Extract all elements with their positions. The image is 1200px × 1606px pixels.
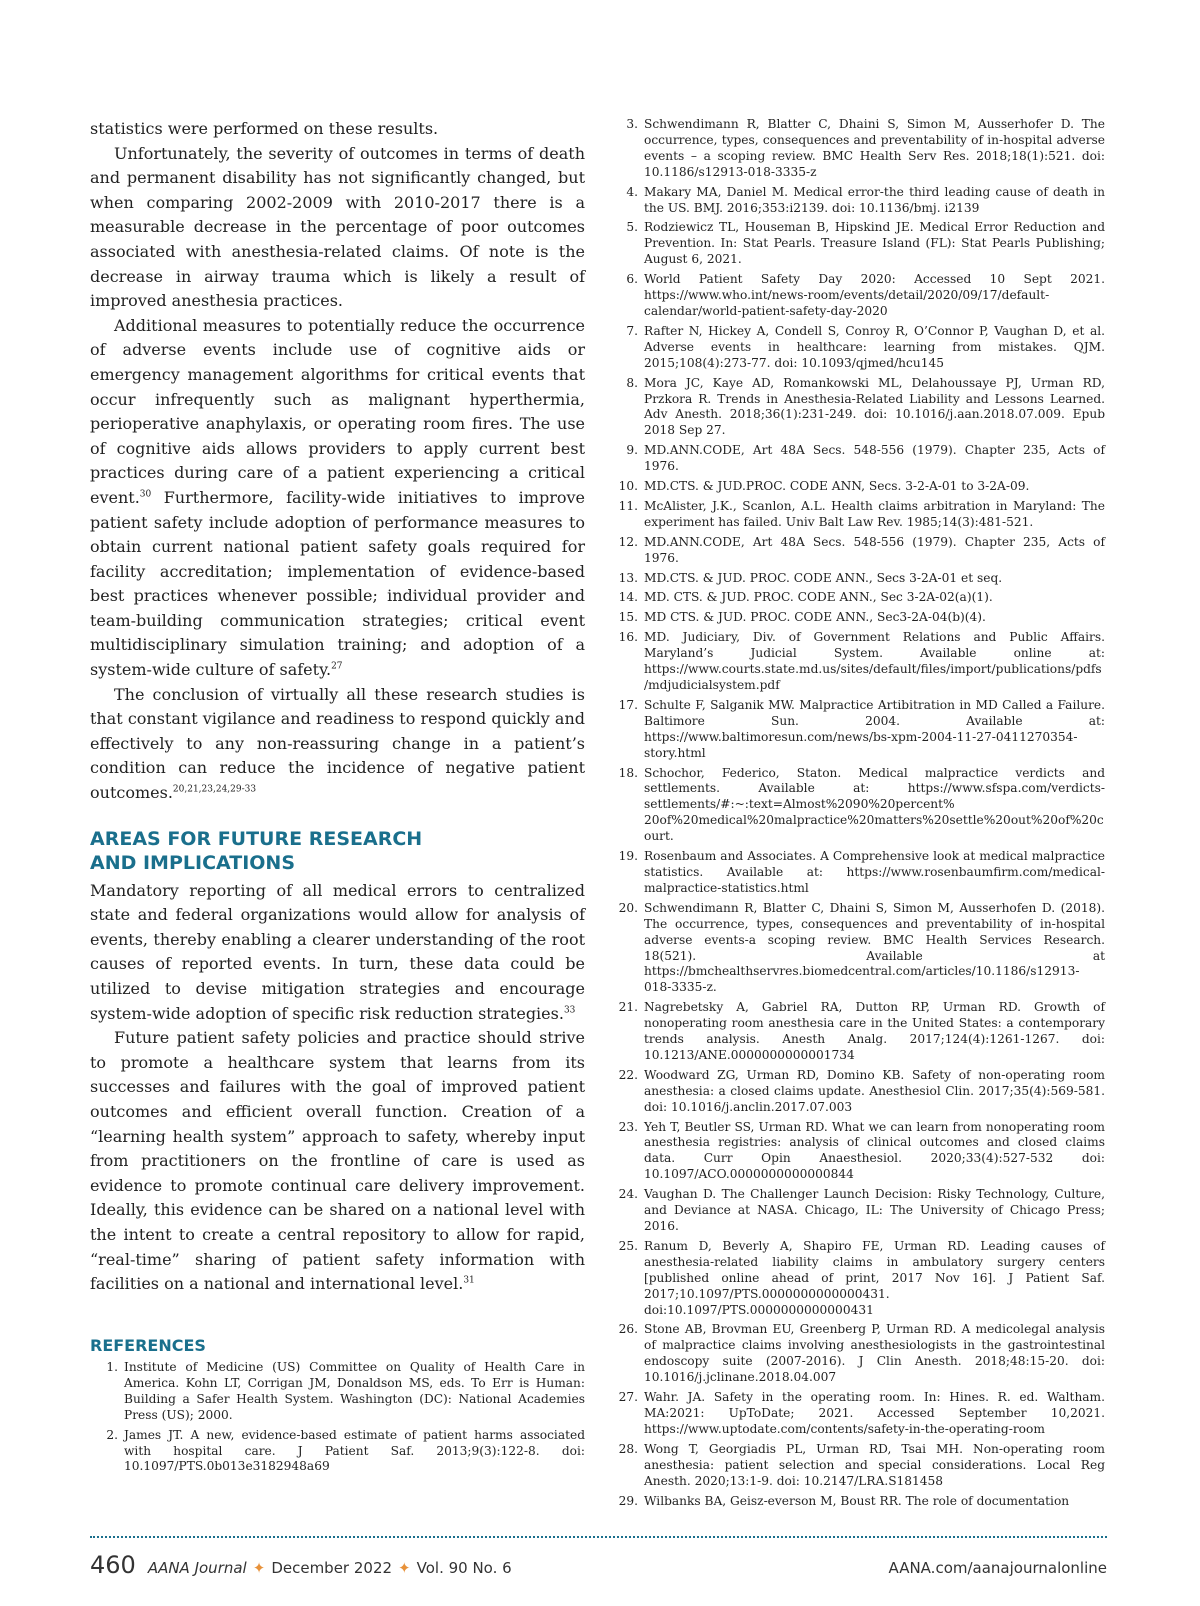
citation-superscript: 27 xyxy=(331,661,343,672)
reference-item xyxy=(610,1442,1105,1490)
reference-number: 15. xyxy=(618,610,638,625)
footer-divider xyxy=(90,1536,1107,1538)
reference-item xyxy=(610,849,1105,897)
reference-item xyxy=(610,571,1105,587)
reference-number: 7. xyxy=(626,323,638,338)
reference-number: 13. xyxy=(618,570,638,585)
journal-name: AANA Journal xyxy=(147,1559,247,1577)
reference-item xyxy=(610,376,1105,440)
reference-item xyxy=(610,1239,1105,1319)
reference-number: 10. xyxy=(618,479,638,494)
reference-number: 28. xyxy=(618,1441,638,1456)
journal-website: AANA.com/aanajournalonline xyxy=(888,1559,1107,1577)
paragraph-text: Mandatory reporting of all medical errors to centralized state and federal organizations would allow for analysis of events, thereby enabling a clearer understanding of the root causes of reported events. In turn, these data could be utilized to devise mitigation strategies and encourage system-wide adoption of specific risk reduction strategies. xyxy=(90,880,585,1023)
body-paragraph: statistics were performed on these results. xyxy=(90,119,439,138)
reference-text: MD.ANN.CODE, Art 48A Secs. 548-556 (1979). Chapter 235, Acts of 1976. xyxy=(644,534,1105,565)
reference-item xyxy=(610,535,1105,567)
reference-text: World Patient Safety Day 2020: Accessed 10 Sept 2021. https://www.who.int/news-room/events/detail/2020/09/17/default-calendar/world-patient-safety-day-2020 xyxy=(644,272,1105,318)
reference-item xyxy=(610,590,1105,606)
reference-item xyxy=(610,117,1105,181)
reference-text: Wahr. JA. Safety in the operating room. In: Hines. R. ed. Waltham. MA:2021: UpToDate; 2021. Accessed September 10,2021. https://www.uptodate.com/contents/safety-in-the-operating-room xyxy=(644,1390,1105,1436)
volume-info: Vol. 90 No. 6 xyxy=(416,1559,512,1577)
reference-item xyxy=(610,1390,1105,1438)
reference-text: Rafter N, Hickey A, Condell S, Conroy R, O’Connor P, Vaughan D, et al. Adverse events in healthcare: learning from mistakes. QJM. 2015;108(4):273-77. doi: 10.1093/qjmed/hcu145 xyxy=(644,323,1105,370)
reference-text: Schwendimann R, Blatter C, Dhaini S, Simon M, Ausserhofer D. The occurrence, types, consequences and preventability of in-hospital adverse events – a scoping review. BMC Health Serv Res. 2018;18(1):521. doi: 10.1186/s12913-018-3335-z xyxy=(644,117,1105,179)
reference-item xyxy=(610,766,1105,846)
reference-number: 18. xyxy=(618,765,638,780)
reference-number: 22. xyxy=(618,1067,638,1082)
citation-superscript: 20,21,23,24,29-33 xyxy=(172,784,257,795)
heading-line: AND IMPLICATIONS xyxy=(90,851,296,874)
reference-text: Schwendimann R, Blatter C, Dhaini S, Simon M, Ausserhofen D. (2018). The occurrence, types, consequences and preventability of in-hospital adverse events-a scoping review. BMC Health Services Research. 18(521). Available at https://bmchealthservres.biomedcentral.com/articles/10.1186/s12913-018-3335-z. xyxy=(644,900,1105,995)
page-footer xyxy=(90,1551,1107,1581)
reference-item xyxy=(610,220,1105,268)
reference-item xyxy=(610,1494,1105,1510)
reference-number: 16. xyxy=(618,630,638,645)
paragraph-text: Additional measures to potentially reduce the occurrence of adverse events include use of cognitive aids or emergency management algorithms for critical events that occur infrequently such as malignant hyperthermia, perioperative anaphylaxis, or operating room fires. The use of cognitive aids allows providers to apply current best practices during care of a patient experiencing a critical event. xyxy=(90,315,585,507)
reference-text: Yeh T, Beutler SS, Urman RD. What we can learn from nonoperating room anesthesia registries: analysis of clinical outcomes and closed claims data. Curr Opin Anaesthesiol. 2020;33(4):527-532 doi: 10.1097/ACO.0000000000000844 xyxy=(644,1119,1105,1182)
reference-text: MD CTS. & JUD. PROC. CODE ANN., Sec3-2A-04(b)(4). xyxy=(644,610,986,625)
reference-number: 21. xyxy=(618,1000,638,1015)
main-text-column xyxy=(90,117,585,1297)
reference-number: 14. xyxy=(618,590,638,605)
reference-item xyxy=(610,698,1105,762)
references-list-right xyxy=(610,117,1105,1513)
reference-number: 5. xyxy=(626,220,638,235)
reference-text: Woodward ZG, Urman RD, Domino KB. Safety of non-operating room anesthesia: a closed claims update. Anesthesiol Clin. 2017;35(4):569-581. doi: 10.1016/j.anclin.2017.07.003 xyxy=(644,1067,1105,1114)
reference-number: 8. xyxy=(626,375,638,390)
reference-text: Schulte F, Salganik MW. Malpractice Artibitration in MD Called a Failure. Baltimore Sun. 2004. Available at: https://www.baltimoresun.com/news/bs-xpm-2004-11-27-0411270354-story.html xyxy=(644,697,1105,760)
heading-line: AREAS FOR FUTURE RESEARCH xyxy=(90,827,423,850)
reference-number: 17. xyxy=(618,697,638,712)
reference-number: 9. xyxy=(626,443,638,458)
reference-number: 6. xyxy=(626,272,638,287)
reference-text: Vaughan D. The Challenger Launch Decision: Risky Technology, Culture, and Deviance at NASA. Chicago, IL: The University of Chicago Press; 2016. xyxy=(644,1187,1105,1233)
reference-text: McAlister, J.K., Scanlon, A.L. Health claims arbitration in Maryland: The experiment has failed. Univ Balt Law Rev. 1985;14(3):481-521. xyxy=(644,498,1105,529)
reference-item xyxy=(610,324,1105,372)
separator-icon: ✦ xyxy=(398,1559,411,1577)
reference-item xyxy=(610,1120,1105,1184)
reference-text: MD.CTS. & JUD.PROC. CODE ANN, Secs. 3-2-A-01 to 3-2A-09. xyxy=(644,479,1030,494)
reference-text: Wilbanks BA, Geisz-everson M, Boust RR. The role of documentation xyxy=(644,1493,1070,1508)
reference-text: Nagrebetsky A, Gabriel RA, Dutton RP, Urman RD. Growth of nonoperating room anesthesia care in the United States: a contemporary trends analysis. Anesth Analg. 2017;124(4):1261-1267. doi: 10.1213/ANE.0000000000001734 xyxy=(644,1000,1105,1062)
reference-text: Mora JC, Kaye AD, Romankowski ML, Delahoussaye PJ, Urman RD, Przkora R. Trends in Anesthesia-Related Liability and Lessons Learned. Adv Anesth. 2018;36(1):231-249. doi: 10.1016/j.aan.2018.07.009. Epub 2018 Sep 27. xyxy=(644,375,1105,438)
reference-text: Rodziewicz TL, Houseman B, Hipskind JE. Medical Error Reduction and Prevention. In: Stat Pearls. Treasure Island (FL): Stat Pearls Publishing; August 6, 2021. xyxy=(644,220,1105,267)
reference-number: 2. xyxy=(106,1427,118,1442)
reference-item xyxy=(610,1322,1105,1386)
citation-superscript: 31 xyxy=(463,1275,475,1286)
reference-item xyxy=(610,1000,1105,1064)
reference-item xyxy=(610,479,1105,495)
reference-text: Rosenbaum and Associates. A Comprehensive look at medical malpractice statistics. Available at: https://www.rosenbaumfirm.com/medical-malpractice-statistics.html xyxy=(644,849,1105,895)
reference-item xyxy=(610,272,1105,320)
reference-number: 1. xyxy=(106,1360,118,1374)
reference-text: Stone AB, Brovman EU, Greenberg P, Urman RD. A medicolegal analysis of malpractice claims involving anesthesiologists in the gastrointestinal endoscopy suite (2007-2016). J Clin Anesth. 2018;48:15-20. doi: 10.1016/j.jclinane.2018.04.007 xyxy=(644,1322,1105,1385)
body-paragraph xyxy=(90,683,585,806)
citation-superscript: 30 xyxy=(139,489,152,500)
reference-number: 26. xyxy=(618,1322,638,1337)
references-list-left xyxy=(90,1360,585,1479)
paragraph-text: Furthermore, facility-wide initiatives to improve patient safety include adoption of performance measures to obtain current national patient safety goals required for facility accreditation; implementation of evidence-based best practices whenever possible; individual provider and team-building communication strategies; critical event multidisciplinary simulation training; and adoption of a system-wide culture of safety. xyxy=(90,487,585,680)
reference-item xyxy=(610,901,1105,996)
reference-number: 24. xyxy=(618,1187,638,1202)
reference-number: 23. xyxy=(618,1119,638,1134)
reference-item xyxy=(90,1360,585,1424)
reference-number: 3. xyxy=(626,117,638,131)
reference-number: 29. xyxy=(618,1493,638,1508)
reference-item xyxy=(610,630,1105,694)
reference-item xyxy=(610,499,1105,531)
body-paragraph xyxy=(90,1026,585,1297)
reference-text: MD. Judiciary, Div. of Government Relations and Public Affairs. Maryland’s Judicial System. Available online at: https://www.courts.state.md.us/sites/default/files/import/publications/pdfs/mdjudicialsystem.pdf xyxy=(644,630,1105,692)
reference-item xyxy=(610,1068,1105,1116)
reference-text: MD. CTS. & JUD. PROC. CODE ANN., Sec 3-2A-02(a)(1). xyxy=(644,590,993,605)
reference-text: Ranum D, Beverly A, Shapiro FE, Urman RD. Leading causes of anesthesia-related liability claims in ambulatory surgery centers [published online ahead of print, 2017 Nov 16]. J Patient Saf. 2017;10.1097/PTS.0000000000000431. doi:10.1097/PTS.0000000000000431 xyxy=(644,1238,1105,1317)
reference-text: MD.ANN.CODE, Art 48A Secs. 548-556 (1979). Chapter 235, Acts of 1976. xyxy=(644,443,1105,474)
paragraph-text: The conclusion of virtually all these research studies is that constant vigilance and readiness to respond quickly and effectively to any non-reassuring change in a patient’s condition can reduce the incidence of negative patient outcomes. xyxy=(90,684,585,803)
reference-item xyxy=(610,1187,1105,1235)
reference-item xyxy=(610,185,1105,217)
reference-text: Wong T, Georgiadis PL, Urman RD, Tsai MH. Non-operating room anesthesia: patient selection and special considerations. Local Reg Anesth. 2020;13:1-9. doi: 10.2147/LRA.S181458 xyxy=(644,1441,1105,1488)
reference-item xyxy=(610,443,1105,475)
body-paragraph xyxy=(90,879,585,1027)
section-heading xyxy=(90,827,585,875)
paragraph-text: Future patient safety policies and practice should strive to promote a healthcare system that learns from its successes and failures with the goal of improved patient outcomes and efficient overall function. Creation of a “learning health system” approach to safety, whereby input from practitioners on the frontline of care is used as evidence to promote continual care delivery improvement. Ideally, this evidence can be shared on a national level with the intent to create a central repository to allow for rapid, “real-time” sharing of patient safety information with facilities on a national and international level. xyxy=(90,1028,585,1294)
reference-text: Schochor, Federico, Staton. Medical malpractice verdicts and settlements. Available at: https://www.sfspa.com/verdicts-settlements/#:~:text=Almost%2090%20percent% 20of%20medical%20malpractice%20matters%20settle%20out%20of%20court. xyxy=(644,765,1105,844)
reference-number: 25. xyxy=(618,1238,638,1253)
reference-number: 20. xyxy=(618,900,638,915)
body-paragraph xyxy=(90,314,585,683)
reference-text: James JT. A new, evidence-based estimate of patient harms associated with hospital care. J Patient Saf. 2013;9(3):122-8. doi: 10.1097/PTS.0b013e3182948a69 xyxy=(124,1427,585,1474)
citation-superscript: 33 xyxy=(563,1005,576,1016)
reference-item xyxy=(90,1428,585,1476)
reference-text: MD.CTS. & JUD. PROC. CODE ANN., Secs 3-2A-01 et seq. xyxy=(644,570,1003,585)
reference-number: 19. xyxy=(618,849,638,864)
reference-number: 11. xyxy=(618,498,638,513)
references-heading: REFERENCES xyxy=(90,1336,206,1355)
reference-number: 4. xyxy=(626,184,638,199)
body-paragraph: Unfortunately, the severity of outcomes in terms of death and permanent disability has not significantly changed, but when comparing 2002-2009 with 2010-2017 there is a measurable decrease in the percentage of poor outcomes associated with anesthesia-related claims. Of note is the decrease in airway trauma which is likely a result of improved anesthesia practices. xyxy=(90,143,585,311)
reference-item xyxy=(610,610,1105,626)
issue-date: December 2022 xyxy=(271,1559,393,1577)
reference-number: 27. xyxy=(618,1390,638,1405)
reference-number: 12. xyxy=(618,534,638,549)
reference-text: Makary MA, Daniel M. Medical error-the third leading cause of death in the US. BMJ. 2016;353:i2139. doi: 10.1136/bmj. i2139 xyxy=(644,184,1105,215)
separator-icon: ✦ xyxy=(252,1559,266,1577)
page-number: 460 xyxy=(90,1551,136,1579)
reference-text: Institute of Medicine (US) Committee on Quality of Health Care in America. Kohn LT, Corrigan JM, Donaldson MS, eds. To Err is Human: Building a Safer Health System. Washington (DC): National Academies Press (US); 2000. xyxy=(124,1360,585,1422)
